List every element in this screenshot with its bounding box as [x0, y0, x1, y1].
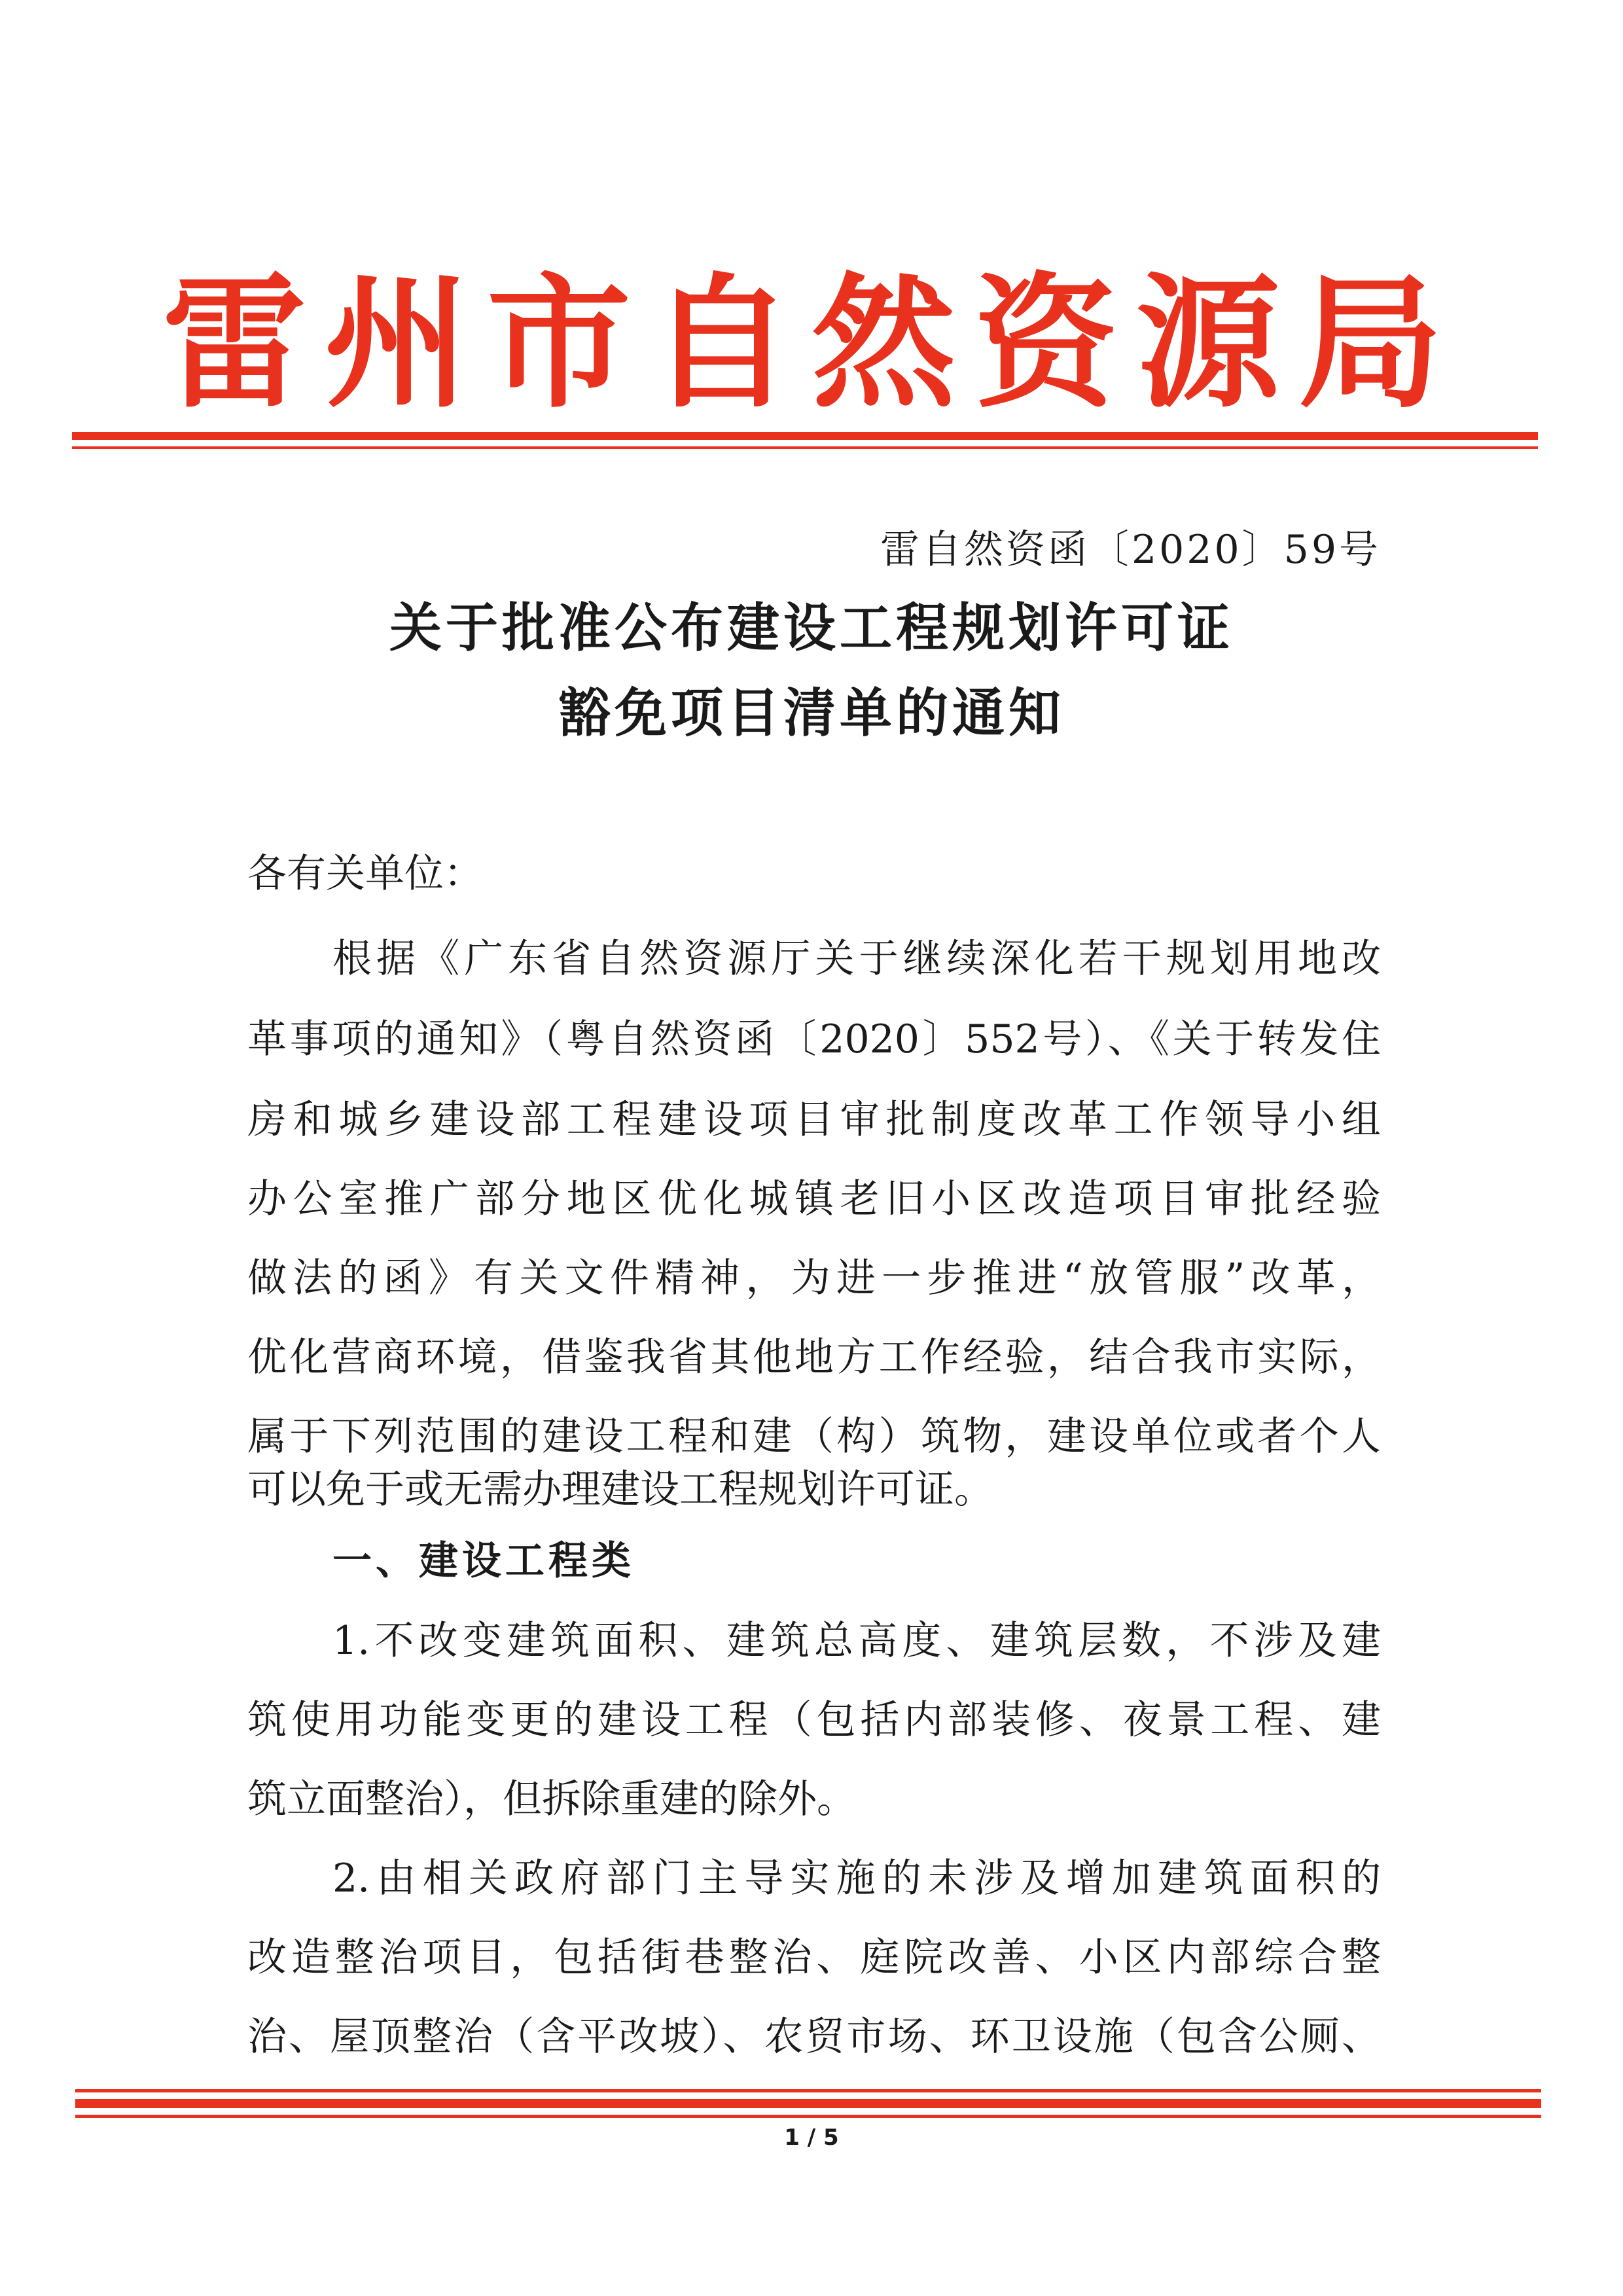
item-1-line: 1.不改变建筑面积、建筑总高度、建筑层数，不涉及建 — [332, 1618, 1381, 1664]
item-1-line: 筑立面整治），但拆除重建的除外。 — [247, 1776, 856, 1822]
document-title-line-2: 豁免项目清单的通知 — [558, 683, 1065, 744]
page-number: 1 / 5 — [784, 2125, 839, 2151]
intro-line: 房和城乡建设部工程建设项目审批制度改革工作领导小组 — [247, 1097, 1381, 1143]
intro-line: 革事项的通知》（粤自然资函〔2020〕552号）、《关于转发住 — [247, 1016, 1381, 1062]
intro-line: 可以免于或无需办理建设工程规划许可证。 — [247, 1467, 993, 1513]
item-1-line: 筑使用功能变更的建设工程（包括内部装修、夜景工程、建 — [247, 1697, 1381, 1743]
letterhead-rule-thick — [72, 432, 1538, 440]
intro-line: 根据《广东省自然资源厅关于继续深化若干规划用地改 — [332, 936, 1381, 982]
item-2-line: 治、屋顶整治（含平改坡）、农贸市场、环卫设施（包含公厕、 — [247, 2014, 1381, 2060]
footer-rule-thin-top — [75, 2089, 1541, 2092]
letterhead-rule-thin — [72, 446, 1538, 449]
intro-line: 做法的函》有关文件精神，为进一步推进“放管服”改革， — [247, 1255, 1381, 1301]
organization-letterhead: 雷州市自然资源局 — [162, 260, 1461, 427]
intro-line: 办公室推广部分地区优化城镇老旧小区改造项目审批经验 — [247, 1176, 1381, 1222]
document-title-line-1: 关于批准公布建设工程规划许可证 — [389, 598, 1234, 658]
section-heading-construction: 一、建设工程类 — [332, 1538, 635, 1584]
salutation: 各有关单位： — [247, 851, 483, 897]
intro-line: 属于下列范围的建设工程和建（构）筑物，建设单位或者个人 — [247, 1414, 1381, 1460]
item-2-line: 改造整治项目，包括街巷整治、庭院改善、小区内部综合整 — [247, 1935, 1381, 1981]
item-2-line: 2.由相关政府部门主导实施的未涉及增加建筑面积的 — [332, 1856, 1381, 1901]
document-number: 雷自然资函〔2020〕59号 — [880, 527, 1381, 573]
footer-rule-thick — [75, 2099, 1541, 2108]
intro-line: 优化营商环境，借鉴我省其他地方工作经验，结合我市实际， — [247, 1335, 1381, 1380]
footer-rule-thin-bottom — [75, 2115, 1541, 2118]
